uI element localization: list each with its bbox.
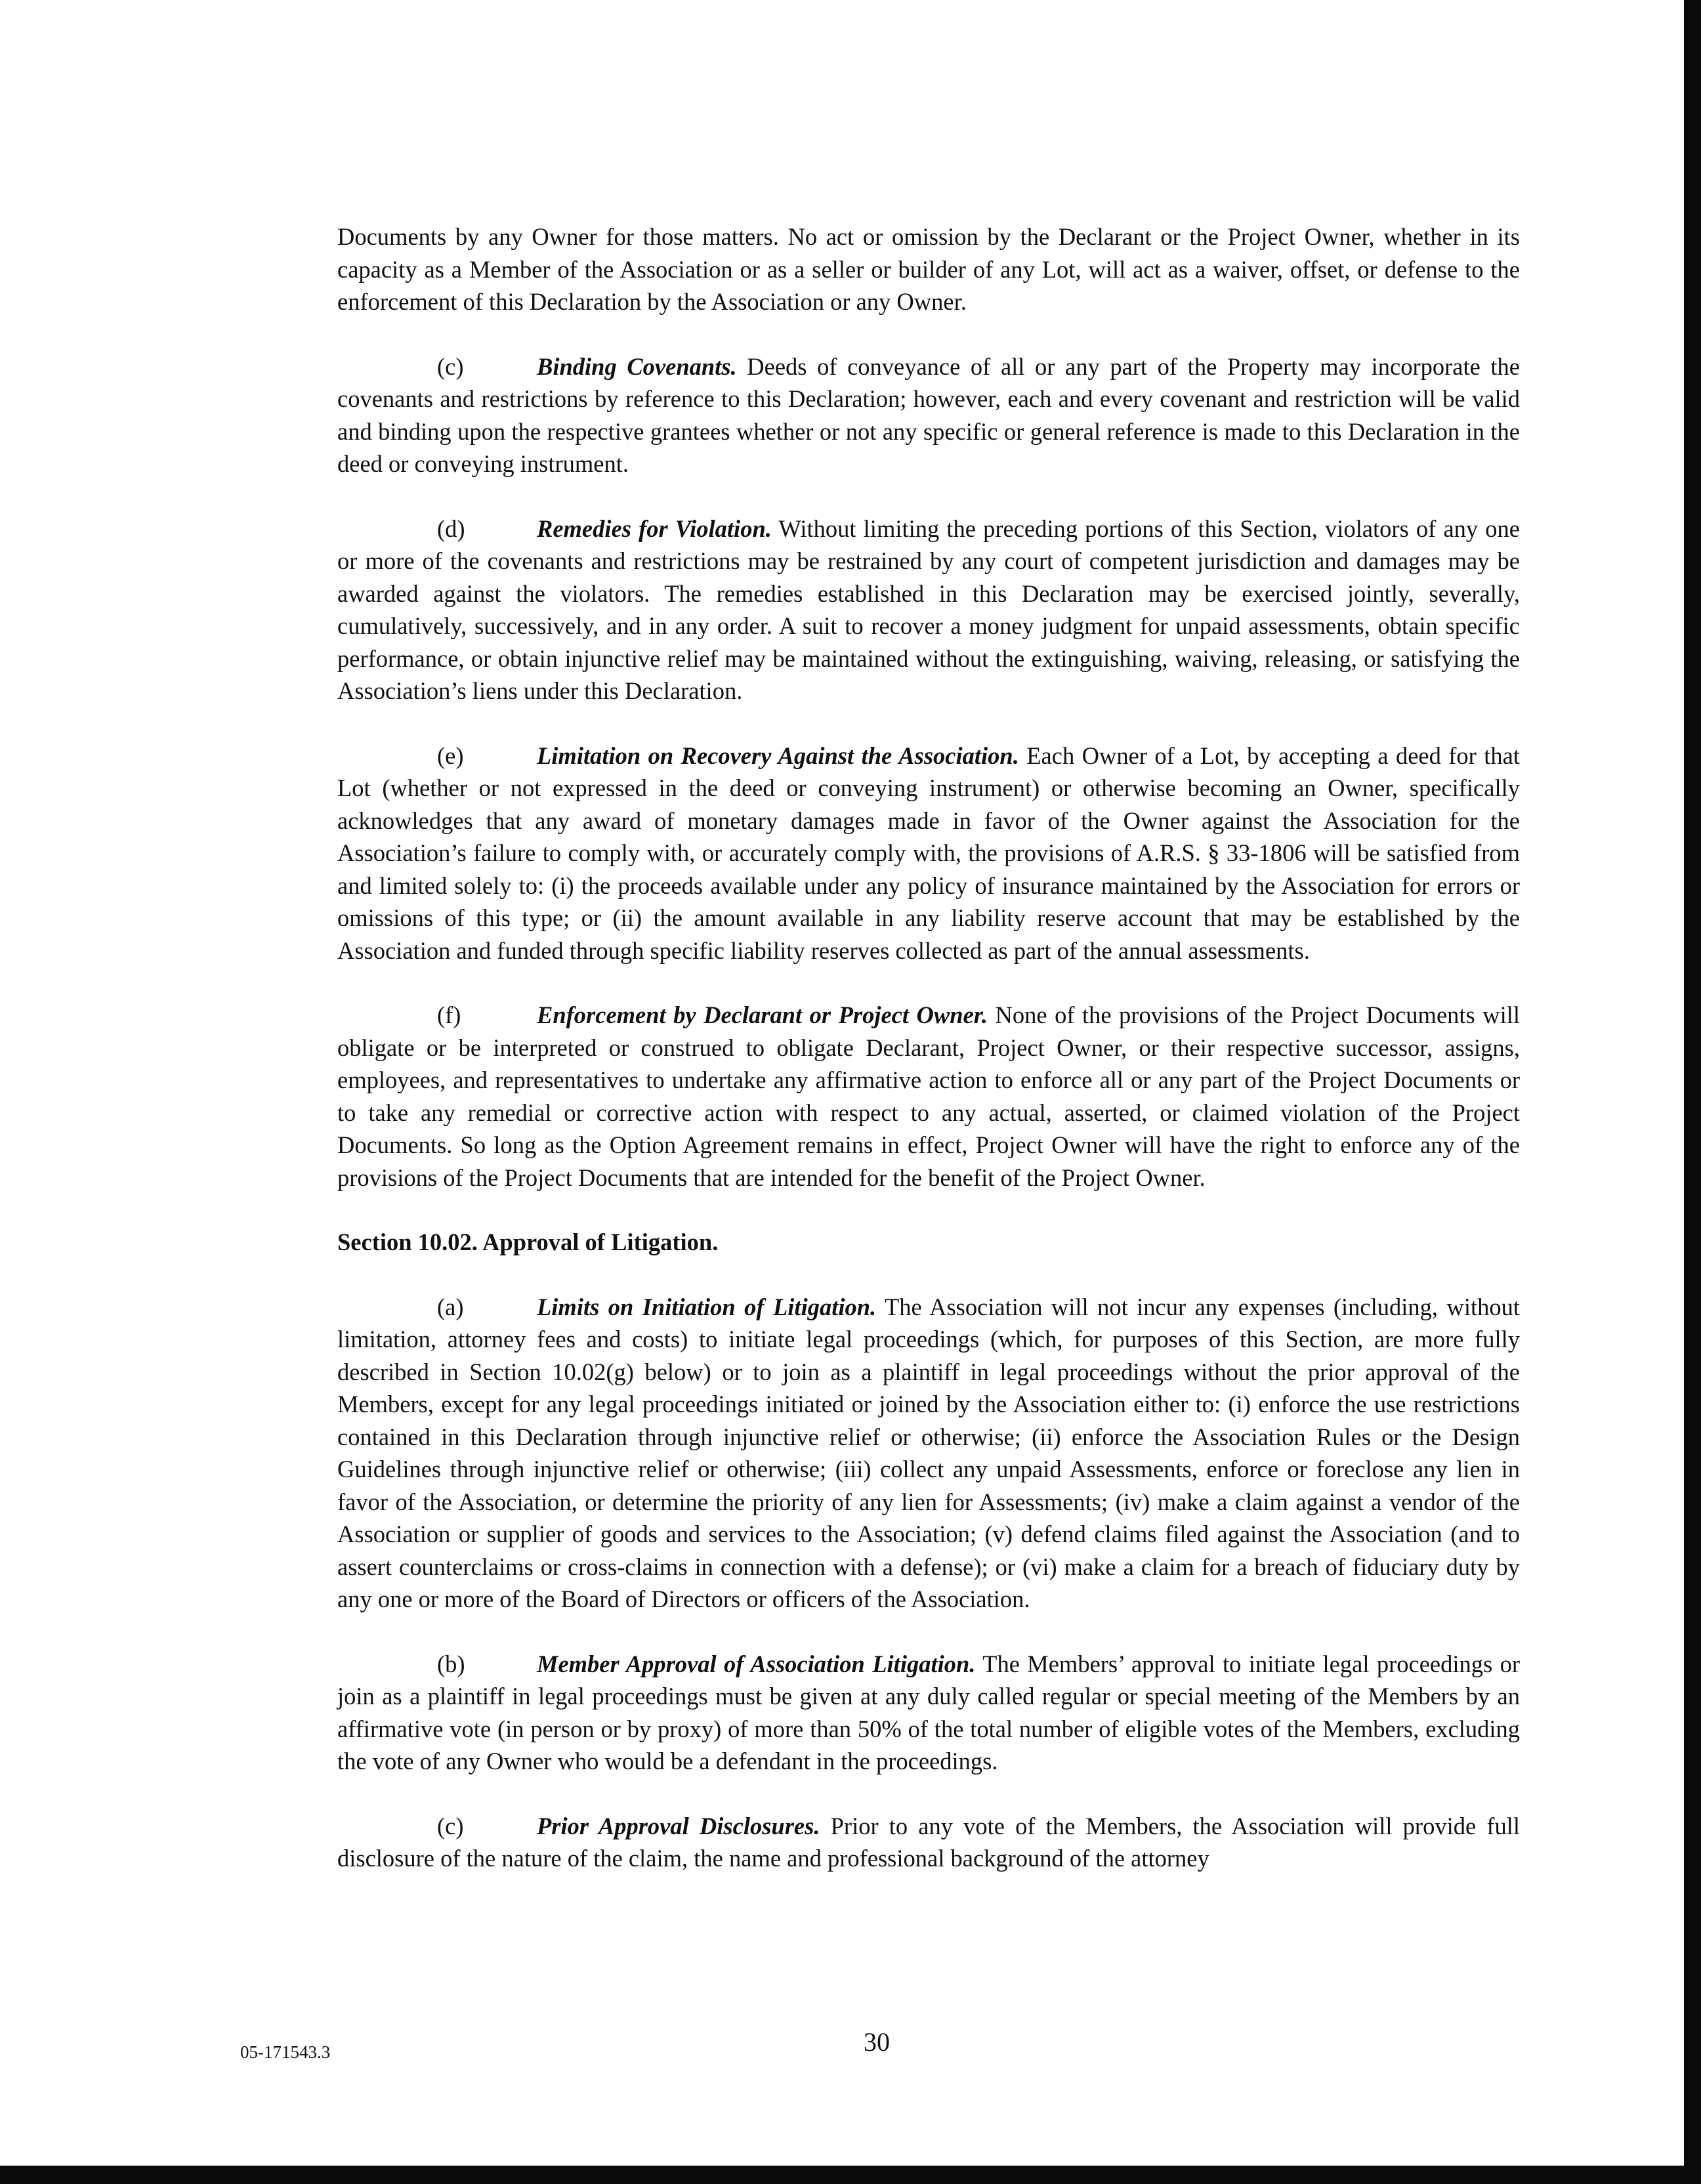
paragraph-title: Remedies for Violation. <box>537 514 772 542</box>
paragraph-letter: (a) <box>437 1293 464 1320</box>
paragraph-letter: (f) <box>437 1001 461 1028</box>
paragraph-body: Deeds of conveyance of all or any part of the Property may incorporate the covenants and restrictions by reference to this Declaration; however, each and every covenant and restriction will be valid and binding upon the respective grantees whether or not any specific or general reference is made to this Declaration in the deed or conveying instrument. <box>337 352 1521 477</box>
paragraph-body: The Members’ approval to initiate legal proceedings or join as a plaintiff in legal proceedings must be given at any duly called regular or special meeting of the Members by an affirmative vote (in person or by proxy) of more than 50% of the total number of eligible votes of the Members, excluding the vote of any Owner who would be a defendant in the proceedings. <box>337 1650 1520 1774</box>
paragraph-title: Enforcement by Declarant or Project Owner. <box>537 1001 988 1028</box>
paragraph-title: Limitation on Recovery Against the Association. <box>537 742 1019 769</box>
page-number: 30 <box>864 2027 890 2057</box>
paragraph-b-member-approval <box>337 1648 1520 1778</box>
scan-edge-right <box>1684 0 1701 2184</box>
paragraph-title: Limits on Initiation of Litigation. <box>537 1293 877 1320</box>
paragraph-body: Each Owner of a Lot, by accepting a deed for that Lot (whether or not expressed in the deed or conveying instrument) or otherwise becoming an Owner, specifically acknowledges that any award of monetary damages made in favor of the Owner against the Association for the Association’s failure to comply with, or accurately comply with, the provisions of A.R.S. § 33-1806 will be satisfied from and limited solely to: (i) the proceeds available under any policy of insurance maintained by the Association for errors or omissions of this type; or (ii) the amount available in any liability reserve account that may be established by the Association and funded through specific liability reserves collected as part of the annual assessments. <box>337 742 1521 964</box>
paragraph-letter: (d) <box>437 514 465 542</box>
paragraph-body: Without limiting the preceding portions of this Section, violators of any one or more of the covenants and restrictions may be restrained by any court of competent jurisdiction and damages may be awarded against the violators. The remedies established in this Declaration may be exercised jointly, severally, cumulatively, successively, and in any order. A suit to recover a money judgment for unpaid assessments, obtain specific performance, or obtain injunctive relief may be maintained without the extinguishing, waiving, releasing, or satisfying the Association’s liens under this Declaration. <box>337 514 1520 704</box>
paragraph-letter: (c) <box>437 352 464 380</box>
paragraph-continuation: Documents by any Owner for those matters. No act or omission by the Declarant or the Project Owner, whether in its capacity as a Member of the Association or as a seller or builder of any Lot, will act as a waiver, offset, or defense to the enforcement of this Declaration by the Association or any Owner. <box>337 223 1520 315</box>
paragraph-body: Prior to any vote of the Members, the Association will provide full disclosure of the nature of the claim, the name and professional background of the attorney <box>337 1812 1521 1872</box>
scan-edge-bottom <box>0 2166 1701 2184</box>
paragraph-f-enforcement <box>337 999 1520 1194</box>
paragraph-d-remedies <box>337 513 1520 707</box>
paragraph-letter: (b) <box>437 1650 465 1677</box>
paragraph-letter: (c) <box>437 1812 464 1839</box>
paragraph-title: Member Approval of Association Litigation. <box>537 1650 976 1677</box>
paragraph-c-prior-approval <box>337 1810 1520 1875</box>
document-page <box>337 220 1520 1875</box>
document-id: 05-171543.3 <box>240 2042 331 2062</box>
paragraph-title: Binding Covenants. <box>537 352 737 380</box>
paragraph-body: None of the provisions of the Project Documents will obligate or be interpreted or construed to obligate Declarant, Project Owner, or their respective successor, assigns, employees, and representatives to undertake any affirmative action to enforce all or any part of the Project Documents or to take any remedial or corrective action with respect to any actual, asserted, or claimed violation of the Project Documents. So long as the Option Agreement remains in effect, Project Owner will have the right to enforce any of the provisions of the Project Documents that are intended for the benefit of the Project Owner. <box>337 1001 1521 1191</box>
paragraph-letter: (e) <box>437 742 464 769</box>
paragraph-title: Prior Approval Disclosures. <box>537 1812 820 1839</box>
paragraph-c-binding-covenants <box>337 350 1520 480</box>
section-heading: Section 10.02. Approval of Litigation. <box>337 1228 719 1255</box>
paragraph-e-limitation <box>337 740 1520 967</box>
paragraph-body: The Association will not incur any expenses (including, without limitation, attorney fees and costs) to initiate legal proceedings (which, for purposes of this Section, are more fully described in Section 10.02(g) below) or to join as a plaintiff in legal proceedings without the prior approval of the Members, except for any legal proceedings initiated or joined by the Association either to: (i) enforce the use restrictions contained in this Declaration through injunctive relief or otherwise; (ii) enforce the Association Rules or the Design Guidelines through injunctive relief or otherwise; (iii) collect any unpaid Assessments, enforce or foreclose any lien in favor of the Association, or determine the priority of any lien for Assessments; (iv) make a claim against a vendor of the Association or supplier of goods and services to the Association; (v) defend claims filed against the Association (and to assert counterclaims or cross-claims in connection with a defense); or (vi) make a claim for a breach of fiduciary duty by any one or more of the Board of Directors or officers of the Association. <box>337 1293 1521 1612</box>
paragraph-a-limits-litigation <box>337 1291 1520 1616</box>
